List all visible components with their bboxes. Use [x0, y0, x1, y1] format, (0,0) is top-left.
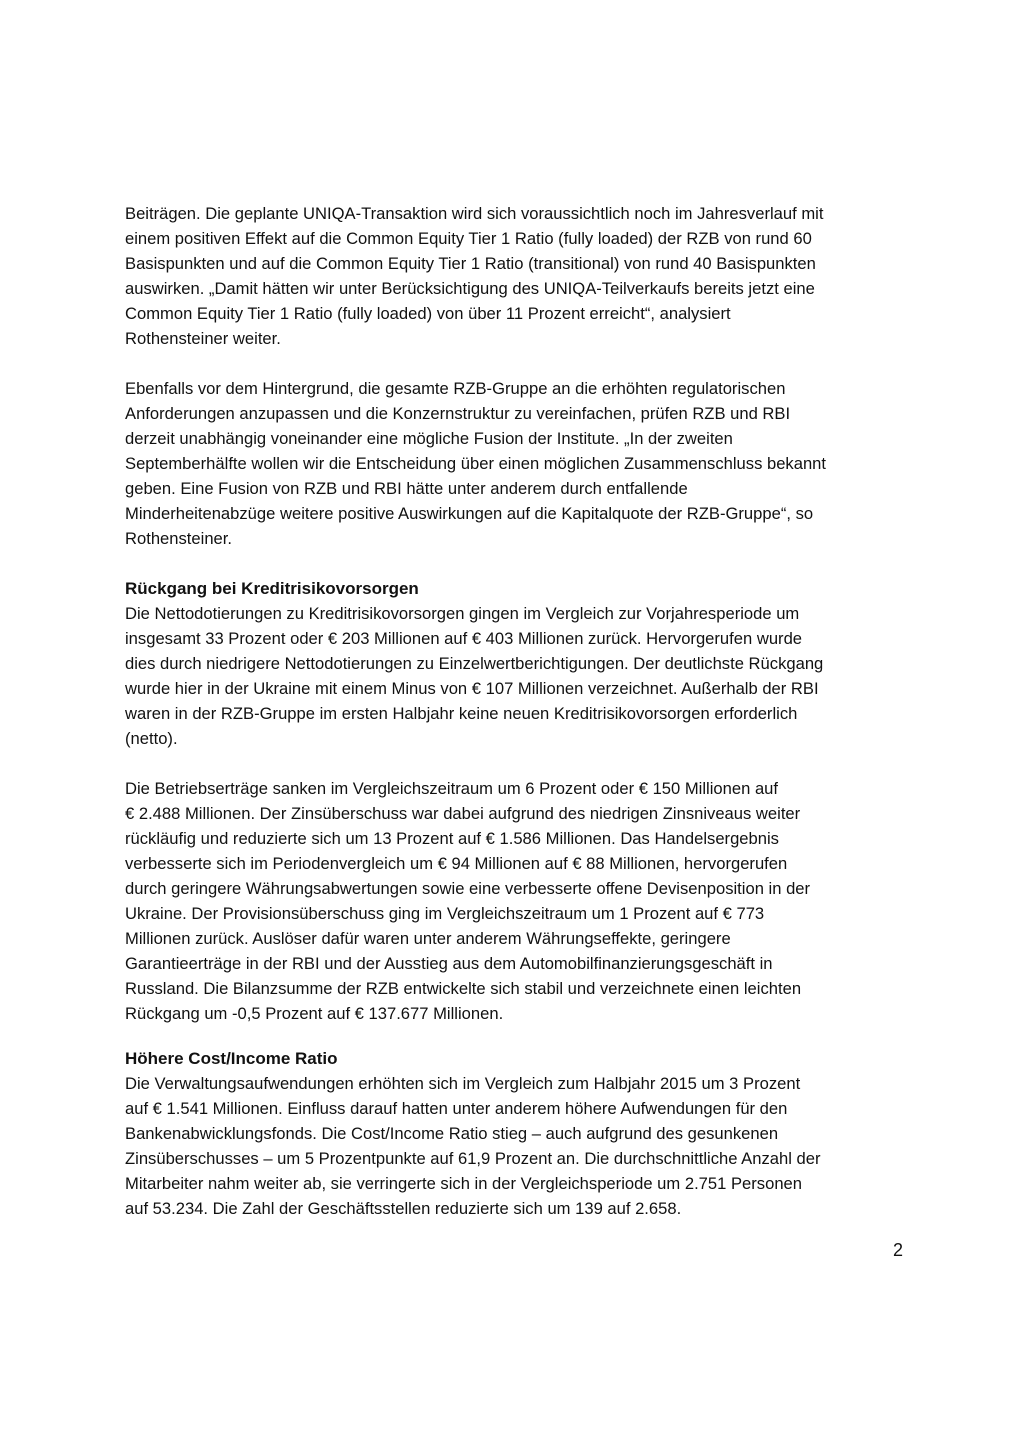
- text-line: Septemberhälfte wollen wir die Entscheidung über einen möglichen Zusammenschluss bekannt: [125, 454, 827, 473]
- text-line: insgesamt 33 Prozent oder € 203 Millionen auf € 403 Millionen zurück. Hervorgerufen wurde: [125, 629, 803, 648]
- text-line: auf € 1.541 Millionen. Einfluss darauf hatten unter anderem höhere Aufwendungen für den: [125, 1099, 788, 1118]
- text-line: Die Betriebserträge sanken im Vergleichszeitraum um 6 Prozent oder € 150 Millionen auf: [125, 779, 779, 798]
- text-line: Ukraine. Der Provisionsüberschuss ging im Vergleichszeitraum um 1 Prozent auf € 773: [125, 904, 765, 923]
- section-heading: Rückgang bei Kreditrisikovorsorgen: [125, 579, 419, 598]
- text-line: Anforderungen anzupassen und die Konzernstruktur zu vereinfachen, prüfen RZB und RBI: [125, 404, 791, 423]
- text-line: Die Nettodotierungen zu Kreditrisikovorsorgen gingen im Vergleich zur Vorjahresperiode um: [125, 604, 800, 623]
- text-line: Die Verwaltungsaufwendungen erhöhten sich im Vergleich zum Halbjahr 2015 um 3 Prozent: [125, 1074, 801, 1093]
- text-line: Zinsüberschusses – um 5 Prozentpunkte auf 61,9 Prozent an. Die durchschnittliche Anzahl der: [125, 1149, 821, 1168]
- text-line: Ebenfalls vor dem Hintergrund, die gesamte RZB-Gruppe an die erhöhten regulatorischen: [125, 379, 786, 398]
- text-line: Mitarbeiter nahm weiter ab, sie verringerte sich in der Vergleichsperiode um 2.751 Personen: [125, 1174, 803, 1193]
- text-line: rückläufig und reduzierte sich um 13 Prozent auf € 1.586 Millionen. Das Handelsergebnis: [125, 829, 779, 848]
- text-line: dies durch niedrigere Nettodotierungen zu Einzelwertberichtigungen. Der deutlichste Rückgang: [125, 654, 824, 673]
- text-line: geben. Eine Fusion von RZB und RBI hätte unter anderem durch entfallende: [125, 479, 688, 498]
- text-line: auf 53.234. Die Zahl der Geschäftsstellen reduzierte sich um 139 auf 2.658.: [125, 1199, 682, 1218]
- text-line: derzeit unabhängig voneinander eine mögliche Fusion der Institute. „In der zweiten: [125, 429, 733, 448]
- text-line: Russland. Die Bilanzsumme der RZB entwickelte sich stabil und verzeichnete einen leichten: [125, 979, 802, 998]
- text-line: Common Equity Tier 1 Ratio (fully loaded) von über 11 Prozent erreicht“, analysiert: [125, 304, 731, 323]
- text-line: Minderheitenabzüge weitere positive Auswirkungen auf die Kapitalquote der RZB-Gruppe“, so: [125, 504, 814, 523]
- text-line: einem positiven Effekt auf die Common Equity Tier 1 Ratio (fully loaded) der RZB von rund 60: [125, 229, 812, 248]
- text-line: durch geringere Währungsabwertungen sowie eine verbesserte offene Devisenposition in der: [125, 879, 811, 898]
- text-line: auswirken. „Damit hätten wir unter Berücksichtigung des UNIQA-Teilverkaufs bereits jetzt eine: [125, 279, 815, 298]
- text-line: Basispunkten und auf die Common Equity Tier 1 Ratio (transitional) von rund 40 Basispunkten: [125, 254, 816, 273]
- text-line: Bankenabwicklungsfonds. Die Cost/Income Ratio stieg – auch aufgrund des gesunkenen: [125, 1124, 779, 1143]
- text-line: Rothensteiner weiter.: [125, 329, 281, 348]
- text-line: wurde hier in der Ukraine mit einem Minus von € 107 Millionen verzeichnet. Außerhalb der RBI: [125, 679, 819, 698]
- text-line: Millionen zurück. Auslöser dafür waren unter anderem Währungseffekte, geringere: [125, 929, 731, 948]
- text-line: Beiträgen. Die geplante UNIQA-Transaktion wird sich voraussichtlich noch im Jahresverlauf mit: [125, 204, 824, 223]
- text-line: Rothensteiner.: [125, 529, 233, 548]
- text-line: Garantieerträge in der RBI und der Ausstieg aus dem Automobilfinanzierungsgeschäft in: [125, 954, 773, 973]
- text-line: (netto).: [125, 729, 178, 748]
- text-line: waren in der RZB-Gruppe im ersten Halbjahr keine neuen Kreditrisikovorsorgen erforderlich: [125, 704, 798, 723]
- section-heading: Höhere Cost/Income Ratio: [125, 1049, 338, 1068]
- text-line: Rückgang um -0,5 Prozent auf € 137.677 Millionen.: [125, 1004, 504, 1023]
- text-line: verbesserte sich im Periodenvergleich um € 94 Millionen auf € 88 Millionen, hervorgerufen: [125, 854, 788, 873]
- text-line: € 2.488 Millionen. Der Zinsüberschuss war dabei aufgrund des niedrigen Zinsniveaus weiter: [125, 804, 801, 823]
- page-number: 2: [893, 1240, 904, 1260]
